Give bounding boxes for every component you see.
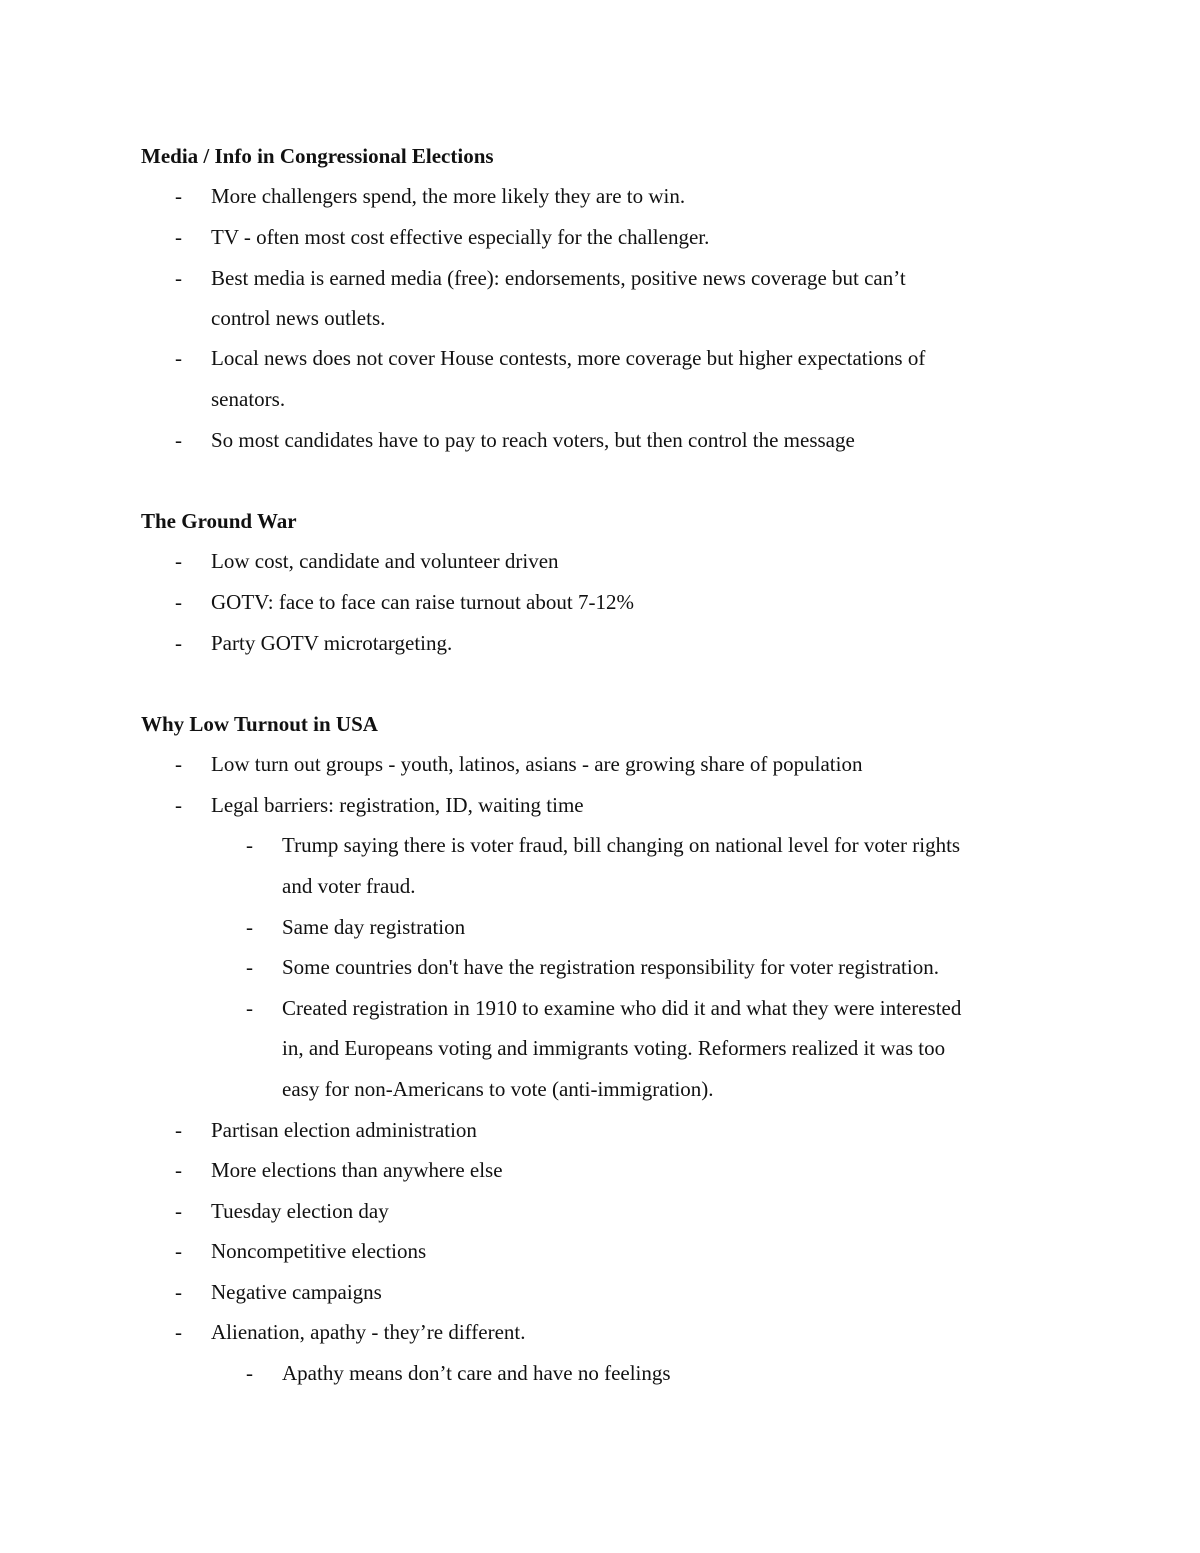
- list-item-text: Tuesday election day: [211, 1199, 389, 1223]
- list-item-text: Some countries don't have the registration responsibility for voter registration.: [282, 955, 939, 979]
- list-item-text: Legal barriers: registration, ID, waiting time: [211, 793, 584, 817]
- bullet-dash: -: [175, 1320, 182, 1344]
- bullet-dash: -: [246, 833, 253, 857]
- bullet-dash: -: [246, 996, 253, 1020]
- list-item-text: Same day registration: [282, 915, 466, 939]
- section-heading-low-turnout: Why Low Turnout in USA: [141, 712, 378, 736]
- bullet-dash: -: [175, 225, 182, 249]
- list-item-text: control news outlets.: [211, 306, 386, 330]
- bullet-dash: -: [175, 1158, 182, 1182]
- list-item-text: Best media is earned media (free): endorsements, positive news coverage but can’t: [211, 266, 906, 290]
- bullet-dash: -: [175, 631, 182, 655]
- list-item-text: More challengers spend, the more likely they are to win.: [211, 184, 686, 208]
- list-item-text: Partisan election administration: [211, 1118, 477, 1142]
- list-item-text: Local news does not cover House contests, more coverage but higher expectations of: [211, 346, 926, 370]
- bullet-dash: -: [175, 752, 182, 776]
- bullet-dash: -: [175, 184, 182, 208]
- list-item-text: in, and Europeans voting and immigrants voting. Reformers realized it was too: [282, 1036, 946, 1060]
- list-item-text: and voter fraud.: [282, 874, 416, 898]
- list-item-text: senators.: [211, 387, 286, 411]
- list-item-text: Trump saying there is voter fraud, bill changing on national level for voter rights: [282, 833, 961, 857]
- bullet-dash: -: [246, 1361, 253, 1385]
- bullet-dash: -: [175, 428, 182, 452]
- bullet-dash: -: [175, 590, 182, 614]
- list-item-text: TV - often most cost effective especially for the challenger.: [211, 225, 710, 249]
- list-item-text: easy for non-Americans to vote (anti-immigration).: [282, 1077, 714, 1101]
- list-item-text: Alienation, apathy - they’re different.: [211, 1320, 526, 1344]
- bullet-dash: -: [246, 955, 253, 979]
- list-item-text: So most candidates have to pay to reach voters, but then control the message: [211, 428, 855, 452]
- list-item-text: Party GOTV microtargeting.: [211, 631, 453, 655]
- bullet-dash: -: [175, 793, 182, 817]
- section-heading-ground-war: The Ground War: [141, 509, 297, 533]
- bullet-dash: -: [175, 1118, 182, 1142]
- bullet-dash: -: [175, 346, 182, 370]
- list-item-text: Low cost, candidate and volunteer driven: [211, 549, 559, 573]
- bullet-dash: -: [175, 1280, 182, 1304]
- list-item-text: GOTV: face to face can raise turnout about 7-12%: [211, 590, 634, 614]
- list-item-text: Apathy means don’t care and have no feelings: [282, 1361, 671, 1385]
- list-item-text: Noncompetitive elections: [211, 1239, 427, 1263]
- bullet-dash: -: [175, 549, 182, 573]
- bullet-dash: -: [175, 266, 182, 290]
- list-item-text: Low turn out groups - youth, latinos, asians - are growing share of population: [211, 752, 863, 776]
- bullet-dash: -: [175, 1239, 182, 1263]
- bullet-dash: -: [246, 915, 253, 939]
- bullet-dash: -: [175, 1199, 182, 1223]
- list-item-text: More elections than anywhere else: [211, 1158, 503, 1182]
- list-item-text: Created registration in 1910 to examine who did it and what they were interested: [282, 996, 962, 1020]
- list-item-text: Negative campaigns: [211, 1280, 382, 1304]
- section-heading-media: Media / Info in Congressional Elections: [141, 144, 494, 168]
